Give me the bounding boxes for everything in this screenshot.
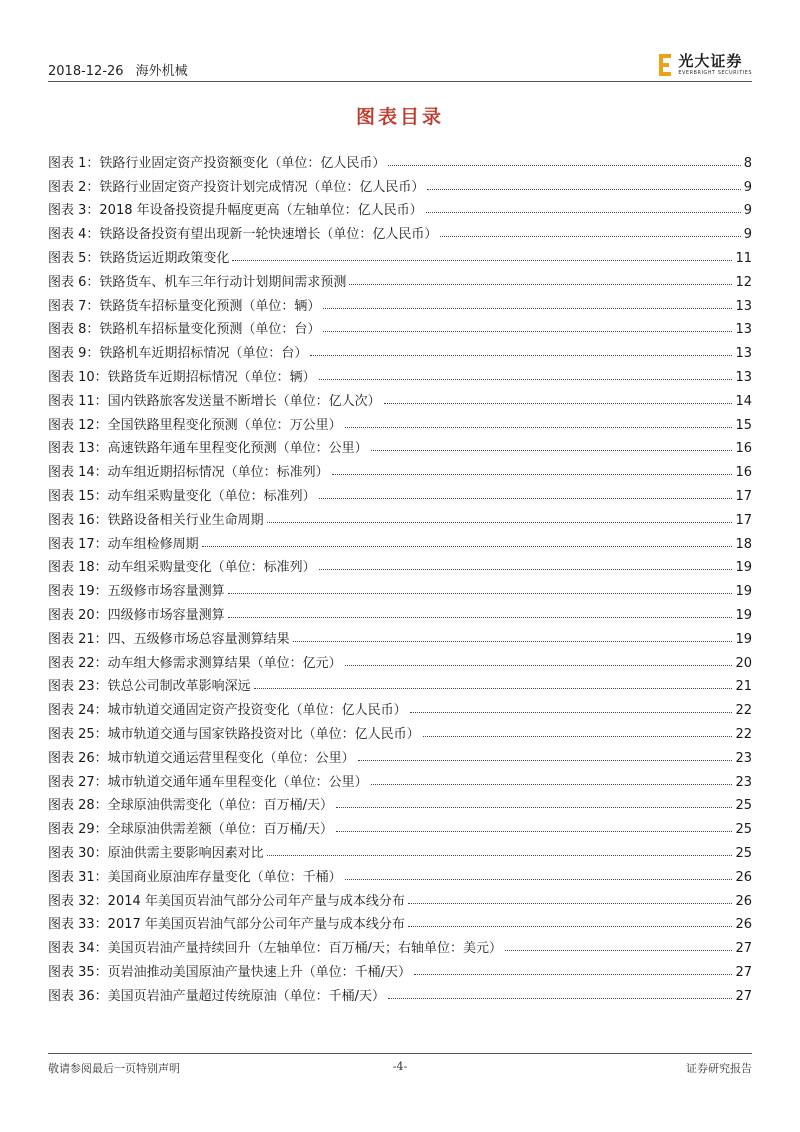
toc-leader-dots xyxy=(384,402,733,404)
toc-leader-dots xyxy=(323,330,732,332)
toc-entry[interactable] xyxy=(48,980,752,1004)
toc-leader-dots xyxy=(345,426,733,428)
toc-entry[interactable] xyxy=(48,861,752,885)
header-text xyxy=(48,60,200,79)
toc-entry[interactable] xyxy=(48,314,752,338)
toc-leader-dots xyxy=(228,592,733,594)
toc-leader-dots xyxy=(371,783,733,785)
toc-entry-page: 9 xyxy=(743,179,752,195)
toc-entry-page: 19 xyxy=(735,584,752,600)
toc-entry-page: 14 xyxy=(735,393,752,409)
toc-entry-label: 图表 35：页岩油推动美国原油产量快速上升（单位：千桶/天） xyxy=(48,964,412,980)
toc-entry[interactable] xyxy=(48,837,752,861)
toc-entry-label: 图表 28：全球原油供需变化（单位：百万桶/天） xyxy=(48,798,334,814)
toc-leader-dots xyxy=(427,188,740,190)
toc-entry-page: 27 xyxy=(735,964,752,980)
toc-entry-page: 9 xyxy=(743,203,752,219)
toc-leader-dots xyxy=(228,616,733,618)
toc-leader-dots xyxy=(408,925,733,927)
toc-entry[interactable] xyxy=(48,337,752,361)
toc-entry[interactable] xyxy=(48,599,752,623)
toc-entry-label: 图表 6：铁路货车、机车三年行动计划期间需求预测 xyxy=(48,274,347,290)
toc-entry[interactable] xyxy=(48,171,752,195)
toc-entry[interactable] xyxy=(48,647,752,671)
toc-leader-dots xyxy=(414,973,732,975)
toc-entry-label: 图表 21：四、五级修市场总容量测算结果 xyxy=(48,631,290,647)
toc-entry-page: 16 xyxy=(735,465,752,481)
toc-entry-page: 17 xyxy=(735,512,752,528)
footer-divider xyxy=(48,1053,752,1054)
toc-leader-dots xyxy=(293,640,733,642)
toc-entry[interactable] xyxy=(48,694,752,718)
toc-entry[interactable] xyxy=(48,242,752,266)
toc-entry-label: 图表 30：原油供需主要影响因素对比 xyxy=(48,845,264,861)
header-divider xyxy=(48,81,752,82)
toc-entry-page: 27 xyxy=(735,941,752,957)
toc-entry-label: 图表 8：铁路机车招标量变化预测（单位：台） xyxy=(48,322,321,338)
toc-entry-label: 图表 20：四级修市场容量测算 xyxy=(48,607,225,623)
page-title: 图表目录 xyxy=(355,106,444,128)
toc-entry-page: 9 xyxy=(743,227,752,243)
toc-entry-page: 13 xyxy=(735,322,752,338)
toc-entry-label: 图表 27：城市轨道交通年通车里程变化（单位：公里） xyxy=(48,774,368,790)
toc-entry-label: 图表 11：国内铁路旅客发送量不断增长（单位：亿人次） xyxy=(48,393,381,409)
toc-leader-dots xyxy=(408,902,733,904)
company-logo xyxy=(659,48,752,82)
toc-entry-label: 图表 31：美国商业原油库存量变化（单位：千桶） xyxy=(48,869,342,885)
toc-entry[interactable] xyxy=(48,932,752,956)
toc-entry[interactable] xyxy=(48,552,752,576)
toc-entry-label: 图表 24：城市轨道交通固定资产投资变化（单位：亿人民币） xyxy=(48,703,407,719)
toc-entry[interactable] xyxy=(48,290,752,314)
toc-entry[interactable] xyxy=(48,147,752,171)
toc-leader-dots xyxy=(388,997,732,999)
toc-leader-dots xyxy=(426,211,741,213)
toc-leader-dots xyxy=(319,568,733,570)
toc-entry-page: 13 xyxy=(735,298,752,314)
toc-entry-label: 图表 14：动车组近期招标情况（单位：标准列） xyxy=(48,465,329,481)
toc-entry-page: 21 xyxy=(735,679,752,695)
toc-leader-dots xyxy=(388,164,740,166)
toc-entry[interactable] xyxy=(48,480,752,504)
toc-entry[interactable] xyxy=(48,623,752,647)
toc-entry[interactable] xyxy=(48,742,752,766)
toc-entry[interactable] xyxy=(48,528,752,552)
toc-entry-label: 图表 23：铁总公司制改革影响深远 xyxy=(48,679,251,695)
toc-entry-label: 图表 10：铁路货车近期招标情况（单位：辆） xyxy=(48,369,316,385)
toc-leader-dots xyxy=(232,259,732,261)
toc-entry-page: 13 xyxy=(735,346,752,362)
toc-entry[interactable] xyxy=(48,385,752,409)
toc-entry[interactable] xyxy=(48,813,752,837)
toc-entry[interactable] xyxy=(48,361,752,385)
toc-leader-dots xyxy=(202,545,733,547)
toc-entry-page: 25 xyxy=(735,798,752,814)
toc-leader-dots xyxy=(336,830,732,832)
toc-entry-page: 23 xyxy=(735,750,752,766)
toc-leader-dots xyxy=(336,806,732,808)
toc-entry-page: 25 xyxy=(735,822,752,838)
toc-entry-label: 图表 3：2018 年设备投资提升幅度更高（左轴单位：亿人民币） xyxy=(48,203,423,219)
toc-entry[interactable] xyxy=(48,956,752,980)
toc-entry[interactable] xyxy=(48,718,752,742)
toc-entry-label: 图表 9：铁路机车近期招标情况（单位：台） xyxy=(48,346,308,362)
toc-entry-label: 图表 19：五级修市场容量测算 xyxy=(48,584,225,600)
toc-entry-page: 8 xyxy=(743,155,752,171)
toc-entry-label: 图表 4：铁路设备投资有望出现新一轮快速增长（单位：亿人民币） xyxy=(48,227,438,243)
toc-entry-page: 22 xyxy=(735,703,752,719)
toc-entry-page: 26 xyxy=(735,917,752,933)
toc-leader-dots xyxy=(267,854,733,856)
toc-entry-label: 图表 32：2014 年美国页岩油气部分公司年产量与成本线分布 xyxy=(48,893,405,909)
toc-entry-label: 图表 5：铁路货运近期政策变化 xyxy=(48,250,230,266)
logo-text-en: EVERBRIGHT SECURITIES xyxy=(678,70,752,76)
toc-leader-dots xyxy=(358,759,733,761)
toc-entry[interactable] xyxy=(48,195,752,219)
table-of-figures xyxy=(48,147,752,1004)
toc-leader-dots xyxy=(319,497,733,499)
toc-entry[interactable] xyxy=(48,433,752,457)
toc-entry-label: 图表 18：动车组采购量变化（单位：标准列） xyxy=(48,560,316,576)
toc-leader-dots xyxy=(267,521,733,523)
toc-entry-label: 图表 36：美国页岩油产量超过传统原油（单位：千桶/天） xyxy=(48,988,386,1004)
toc-entry[interactable] xyxy=(48,504,752,528)
toc-entry-page: 18 xyxy=(735,536,752,552)
toc-leader-dots xyxy=(345,664,733,666)
footer-report-type: 证券研究报告 xyxy=(686,1062,752,1075)
toc-entry-label: 图表 12：全国铁路里程变化预测（单位：万公里） xyxy=(48,417,342,433)
toc-entry-label: 图表 29：全球原油供需差额（单位：百万桶/天） xyxy=(48,822,334,838)
toc-entry[interactable] xyxy=(48,909,752,933)
toc-entry-label: 图表 7：铁路货车招标量变化预测（单位：辆） xyxy=(48,298,321,314)
toc-leader-dots xyxy=(319,378,733,380)
toc-leader-dots xyxy=(254,687,733,689)
toc-entry-page: 13 xyxy=(735,369,752,385)
toc-leader-dots xyxy=(371,449,733,451)
toc-entry-label: 图表 22：动车组大修需求测算结果（单位：亿元） xyxy=(48,655,342,671)
toc-entry-page: 20 xyxy=(735,655,752,671)
report-date: 2018-12-26 xyxy=(48,64,124,79)
toc-entry-label: 图表 1：铁路行业固定资产投资额变化（单位：亿人民币） xyxy=(48,155,386,171)
toc-entry[interactable] xyxy=(48,575,752,599)
toc-entry-page: 22 xyxy=(735,726,752,742)
toc-entry[interactable] xyxy=(48,885,752,909)
logo-text-cn: 光大证券 xyxy=(678,52,743,70)
toc-entry-label: 图表 25：城市轨道交通与国家铁路投资对比（单位：亿人民币） xyxy=(48,726,420,742)
toc-entry-label: 图表 33：2017 年美国页岩油气部分公司年产量与成本线分布 xyxy=(48,917,405,933)
toc-entry-page: 25 xyxy=(735,845,752,861)
toc-entry-page: 23 xyxy=(735,774,752,790)
toc-entry[interactable] xyxy=(48,266,752,290)
toc-entry-label: 图表 26：城市轨道交通运营里程变化（单位：公里） xyxy=(48,750,355,766)
footer-disclaimer: 敬请参阅最后一页特别声明 xyxy=(48,1062,180,1075)
logo-mark-icon xyxy=(659,54,673,76)
page-footer xyxy=(48,1060,752,1076)
toc-entry-label: 图表 2：铁路行业固定资产投资计划完成情况（单位：亿人民币） xyxy=(48,179,425,195)
toc-leader-dots xyxy=(349,283,732,285)
toc-entry-page: 27 xyxy=(735,988,752,1004)
toc-entry[interactable] xyxy=(48,671,752,695)
toc-entry-page: 19 xyxy=(735,607,752,623)
toc-entry-page: 19 xyxy=(735,631,752,647)
toc-entry-page: 11 xyxy=(735,250,752,266)
toc-entry[interactable] xyxy=(48,218,752,242)
toc-entry-label: 图表 34：美国页岩油产量持续回升（左轴单位：百万桶/天；右轴单位：美元） xyxy=(48,941,503,957)
toc-leader-dots xyxy=(345,878,733,880)
toc-entry[interactable] xyxy=(48,790,752,814)
page-header xyxy=(48,52,752,80)
report-section: 海外机械 xyxy=(135,64,188,79)
toc-leader-dots xyxy=(423,735,733,737)
toc-entry-page: 17 xyxy=(735,488,752,504)
toc-entry-page: 15 xyxy=(735,417,752,433)
toc-leader-dots xyxy=(323,307,732,309)
toc-entry-label: 图表 17：动车组检修周期 xyxy=(48,536,199,552)
toc-leader-dots xyxy=(310,354,732,356)
toc-leader-dots xyxy=(410,711,733,713)
toc-entry-label: 图表 15：动车组采购量变化（单位：标准列） xyxy=(48,488,316,504)
toc-entry-page: 12 xyxy=(735,274,752,290)
toc-leader-dots xyxy=(505,949,732,951)
toc-leader-dots xyxy=(332,473,733,475)
toc-entry-page: 26 xyxy=(735,869,752,885)
toc-entry-page: 26 xyxy=(735,893,752,909)
toc-entry-label: 图表 16：铁路设备相关行业生命周期 xyxy=(48,512,264,528)
toc-entry[interactable] xyxy=(48,409,752,433)
page-number: -4- xyxy=(392,1060,408,1073)
toc-entry[interactable] xyxy=(48,456,752,480)
toc-entry-page: 19 xyxy=(735,560,752,576)
toc-leader-dots xyxy=(440,235,740,237)
toc-entry-page: 16 xyxy=(735,441,752,457)
toc-entry-label: 图表 13：高速铁路年通车里程变化预测（单位：公里） xyxy=(48,441,368,457)
toc-entry[interactable] xyxy=(48,766,752,790)
